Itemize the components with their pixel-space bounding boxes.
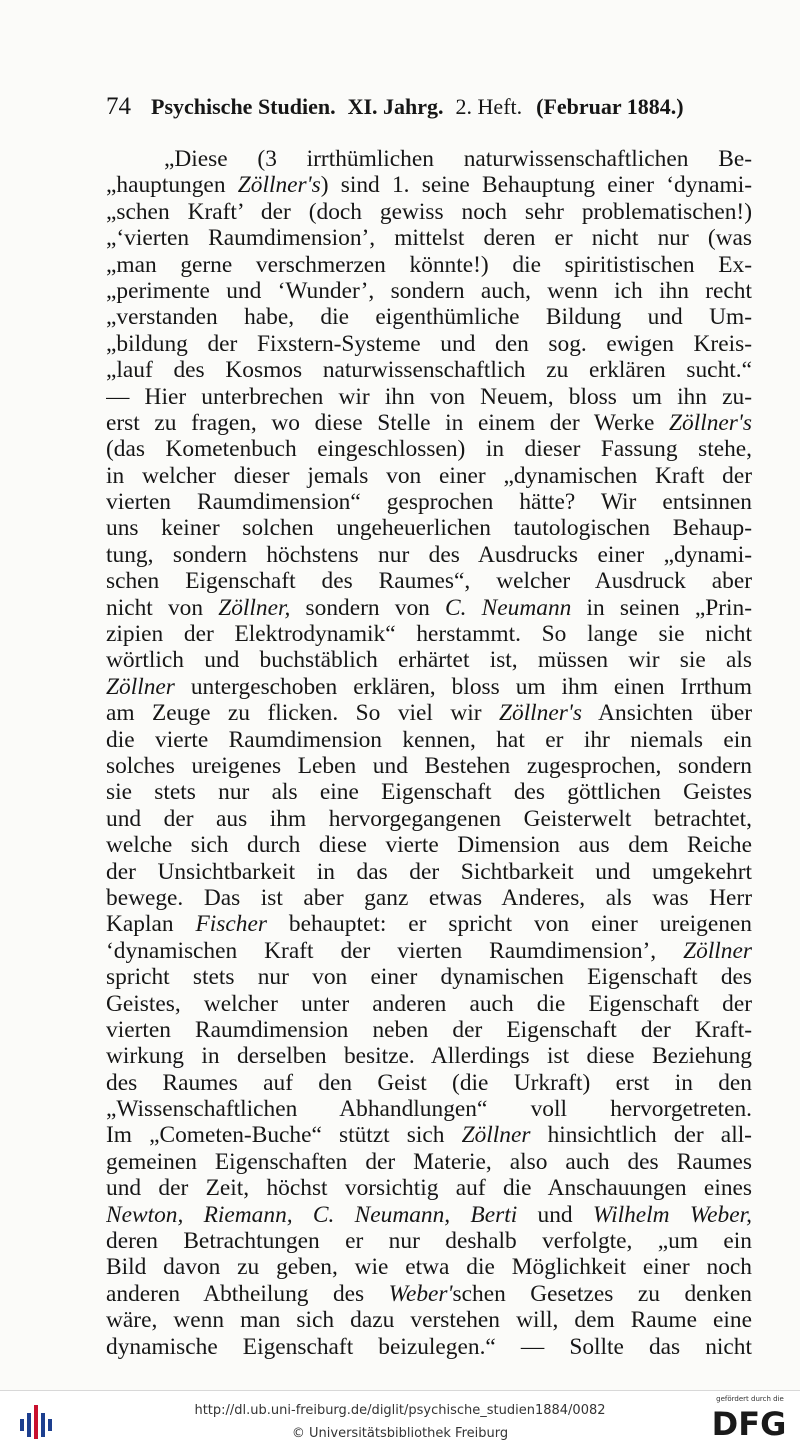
text-line	[106, 199, 752, 225]
text-run: Ansichten über	[581, 700, 752, 727]
text-line	[106, 885, 752, 911]
text-line	[106, 384, 752, 410]
issue-date: (Februar 1884.)	[536, 94, 684, 119]
text-run: nicht von	[106, 594, 219, 621]
text-run: „bildung der Fixstern-Systeme und den sog. ewigen Kreis-	[106, 330, 752, 357]
text-run: sie stets nur als eine Eigenschaft des göttlichen Geistes	[106, 779, 752, 806]
italic-name: C. Neumann	[445, 594, 572, 621]
page-number: 74	[106, 93, 131, 120]
text-line	[106, 225, 752, 251]
text-line	[106, 1017, 752, 1043]
text-run: der Unsichtbarkeit in das der Sichtbarkeit und umgekehrt	[106, 858, 752, 885]
text-line	[106, 1281, 752, 1307]
text-run: spricht stets nur von einer dynamischen Eigenschaft des	[106, 964, 752, 991]
text-line	[106, 938, 752, 964]
text-line	[106, 331, 752, 357]
text-run: ‘dynamischen Kraft der vierten Raumdimension’,	[106, 937, 684, 964]
text-run: uns keiner solchen ungeheuerlichen tautologischen Behaup-	[106, 515, 752, 542]
text-run: erst zu fragen, wo diese Stelle in einem der Werke	[106, 409, 669, 436]
text-line	[106, 911, 752, 937]
text-line	[106, 595, 752, 621]
italic-name: Zöllner	[683, 937, 752, 964]
text-run: wörtlich und buchstäblich erhärtet ist, müssen wir sie als	[106, 647, 752, 674]
text-line	[106, 278, 752, 304]
text-run: solches ureigenes Leben und Bestehen zugesprochen, sondern	[106, 752, 752, 779]
text-line	[106, 1096, 752, 1122]
text-line	[106, 489, 752, 515]
text-run: welche sich durch diese vierte Dimension aus dem Reiche	[106, 832, 752, 859]
text-run: Bild davon zu geben, wie etwa die Möglichkeit einer noch	[106, 1254, 752, 1281]
text-run: „Wissenschaftlichen Abhandlungen“ voll hervorgetreten.	[106, 1096, 752, 1123]
text-run: sondern von	[290, 594, 446, 621]
italic-name: Zöllner's	[237, 172, 321, 199]
text-run: und der aus ihm hervorgegangenen Geisterwelt betrachtet,	[106, 805, 752, 832]
text-line	[106, 1307, 752, 1333]
issue-label: 2. Heft.	[455, 94, 523, 119]
text-line	[106, 410, 752, 436]
text-run: am Zeuge zu flicken. So viel wir	[106, 700, 499, 727]
text-run: wirkung in derselben besitze. Allerdings ist diese Beziehung	[106, 1043, 752, 1070]
italic-name: Zöllner's	[498, 700, 582, 727]
text-run: dynamische Eigenschaft beizulegen.“ — Sollte das nicht	[106, 1333, 752, 1360]
text-run: anderen Abtheilung des	[106, 1280, 389, 1307]
footer-copyright: © Universitätsbibliothek Freiburg	[291, 1426, 509, 1441]
text-run: die vierte Raumdimension kennen, hat er ihr niemals ein	[106, 726, 752, 753]
text-line	[106, 647, 752, 673]
text-run: behauptet: er spricht von einer ureigenen	[266, 911, 752, 938]
text-run: in seinen „Prin-	[571, 594, 752, 621]
italic-name: Zöllner	[106, 673, 175, 700]
text-line	[106, 859, 752, 885]
text-line	[106, 1254, 752, 1280]
text-line	[106, 806, 752, 832]
text-line	[106, 1122, 752, 1148]
text-line	[106, 621, 752, 647]
text-run: Kaplan	[106, 911, 196, 938]
text-line	[106, 1149, 752, 1175]
text-line	[106, 1175, 752, 1201]
text-line	[106, 357, 752, 383]
text-run: untergeschoben erklären, bloss um ihm einen Irrthum	[174, 673, 752, 700]
text-line	[106, 779, 752, 805]
dfg-funding-label: gefördert durch die	[716, 1395, 784, 1403]
text-run: „lauf des Kosmos naturwissenschaftlich zu erklären sucht.“	[106, 357, 752, 384]
text-line	[106, 436, 752, 462]
text-line	[106, 1043, 752, 1069]
text-line	[106, 1202, 752, 1228]
text-run: — Hier unterbrechen wir ihn von Neuem, bloss um ihn zu-	[106, 383, 752, 410]
text-line	[106, 1070, 752, 1096]
text-run: Im „Cometen-Buche“ stützt sich	[106, 1122, 462, 1149]
text-line	[106, 700, 752, 726]
journal-title: Psychische Studien.	[151, 94, 336, 119]
text-line	[106, 1228, 752, 1254]
text-run: „‘vierten Raumdimension’, mittelst deren er nicht nur (was	[106, 225, 752, 252]
text-run: „perimente und ‘Wunder’, sondern auch, wenn ich ihn recht	[106, 277, 752, 304]
body-text	[106, 146, 752, 1360]
italic-name: Fischer	[195, 911, 267, 938]
text-run: in welcher dieser jemals von einer „dynamischen Kraft der	[106, 462, 752, 489]
footer-url[interactable]: http://dl.ub.uni-freiburg.de/diglit/psychische_studien1884/0082	[194, 1403, 606, 1418]
text-run: gemeinen Eigenschaften der Materie, also auch des Raumes	[106, 1148, 752, 1175]
text-run: zipien der Elektrodynamik“ herstammt. So lange sie nicht	[106, 621, 752, 648]
text-line	[106, 1334, 752, 1360]
footer-bar	[0, 1390, 800, 1452]
dfg-logo-icon[interactable]	[710, 1405, 788, 1439]
text-run: vierten Raumdimension neben der Eigenschaft der Kraft-	[106, 1016, 752, 1043]
text-run: bewege. Das ist aber ganz etwas Anderes, als was Herr	[106, 884, 752, 911]
text-run: „Diese (3 irrthümlichen naturwissenschaftlichen Be-	[164, 146, 752, 172]
text-line	[106, 146, 752, 172]
italic-name: Wilhelm Weber,	[592, 1201, 752, 1228]
text-run: deren Betrachtungen er nur deshalb verfolgte, „um ein	[106, 1228, 752, 1255]
svg-text:DFG: DFG	[711, 1405, 787, 1439]
italic-name: Zöllner	[461, 1122, 531, 1149]
text-line	[106, 304, 752, 330]
text-line	[106, 727, 752, 753]
text-run: schen Eigenschaft des Raumes“, welcher Ausdruck aber	[106, 568, 752, 595]
text-run: „man gerne verschmerzen könnte!) die spiritistischen Ex-	[106, 251, 752, 278]
text-run: „schen Kraft’ der (doch gewiss noch sehr problematischen!)	[106, 198, 752, 225]
text-run: ) sind 1. seine Behauptung einer ‘dynami-	[320, 172, 752, 199]
text-run: hinsichtlich der all-	[530, 1122, 752, 1149]
text-line	[106, 172, 752, 198]
text-line	[106, 753, 752, 779]
text-line	[106, 991, 752, 1017]
italic-name: Zöllner's	[669, 409, 752, 436]
italic-name: Newton, Riemann, C. Neumann, Berti	[106, 1201, 518, 1228]
text-run: wäre, wenn man sich dazu verstehen will, dem Raume eine	[106, 1307, 752, 1334]
running-head	[106, 93, 752, 127]
text-run: Geistes, welcher unter anderen auch die Eigenschaft der	[106, 990, 752, 1017]
text-line	[106, 542, 752, 568]
ub-freiburg-logo-icon[interactable]	[18, 1401, 54, 1441]
text-line	[106, 832, 752, 858]
italic-name: Weber'	[388, 1280, 453, 1307]
text-line	[106, 463, 752, 489]
text-line	[106, 252, 752, 278]
text-run: schen Gesetzes zu denken	[452, 1280, 752, 1307]
text-run: vierten Raumdimension“ gesprochen hätte? Wir entsinnen	[106, 489, 752, 516]
text-run: tung, sondern höchstens nur des Ausdrucks einer „dynami-	[106, 541, 752, 568]
text-run: und der Zeit, höchst vorsichtig auf die Anschauungen eines	[106, 1175, 752, 1202]
text-line	[106, 674, 752, 700]
text-run: des Raumes auf den Geist (die Urkraft) erst in den	[106, 1069, 752, 1096]
text-run: und	[517, 1201, 593, 1228]
text-run: „verstanden habe, die eigenthümliche Bildung und Um-	[106, 304, 752, 331]
italic-name: Zöllner,	[218, 594, 291, 621]
text-run: „hauptungen	[106, 172, 238, 199]
volume-label: XI. Jahrg.	[347, 94, 444, 119]
text-run: (das Kometenbuch eingeschlossen) in dieser Fassung stehe,	[106, 436, 752, 463]
text-line	[106, 515, 752, 541]
text-line	[106, 964, 752, 990]
text-line	[106, 568, 752, 594]
